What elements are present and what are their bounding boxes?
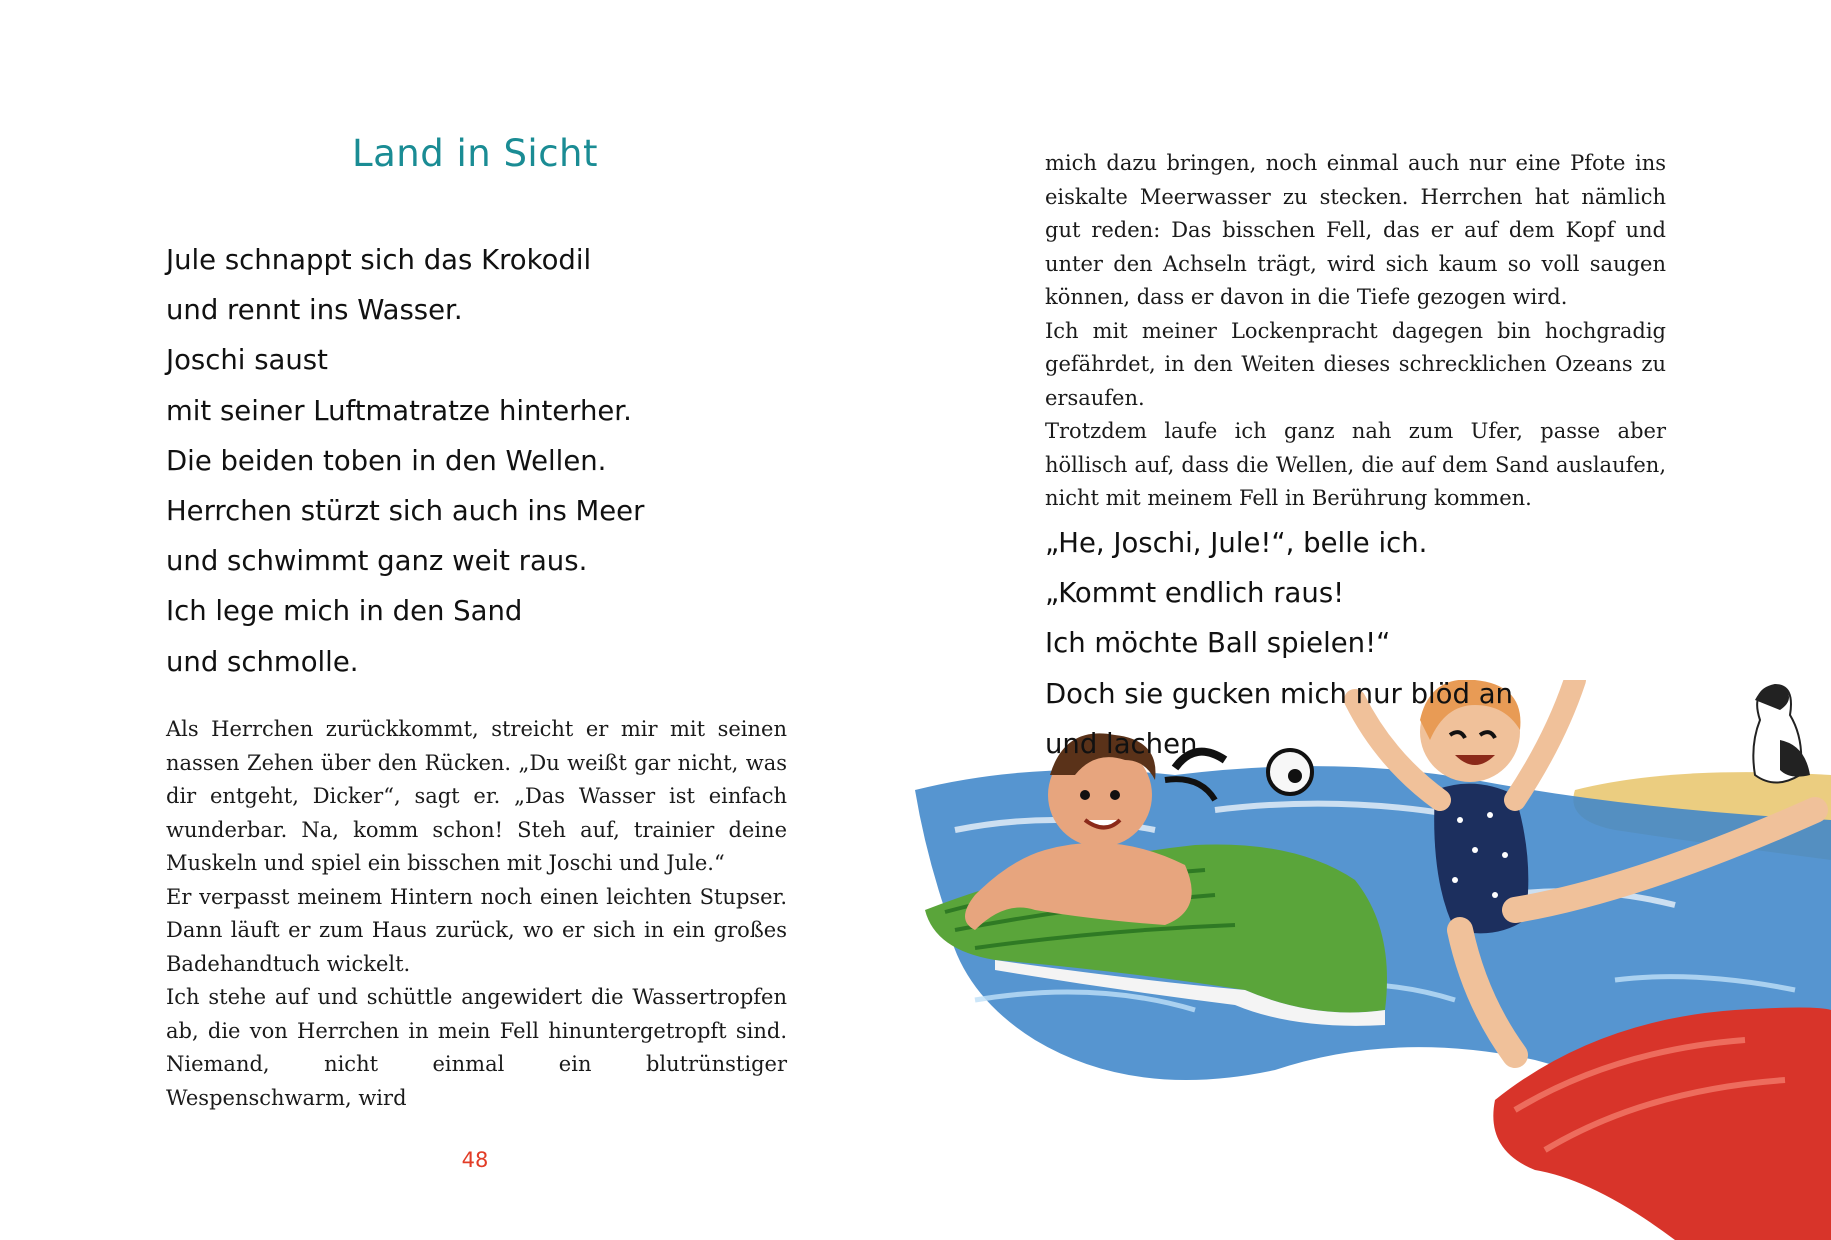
easy-read-line: Doch sie gucken mich nur blöd an (1045, 677, 1513, 710)
prose-paragraph: Ich mit meiner Lockenpracht dagegen bin hochgradig gefährdet, in den Weiten dieses schrecklichen Ozeans zu ersaufen. (1045, 318, 1666, 410)
page-number: 48 (461, 1148, 489, 1172)
prose-paragraph: Ich stehe auf und schüttle angewidert die Wassertropfen ab, die von Herrchen in mein Fell hinuntergetropft sind. Niemand, nicht einmal ein blutrünstiger Wespenschwarm, wird (166, 985, 787, 1110)
prose-text-left (166, 713, 787, 1115)
left-page (0, 0, 915, 1240)
easy-read-line: und schmolle. (166, 645, 359, 678)
easy-read-line: Herrchen stürzt sich auch ins Meer (166, 494, 645, 527)
prose-text-right (1045, 147, 1666, 516)
easy-read-line: und lachen. (1045, 727, 1207, 760)
easy-read-line: Jule schnappt sich das Krokodil (166, 244, 592, 276)
easy-read-line: mit seiner Luftmatratze hinterher. (166, 394, 632, 427)
easy-read-text-left (166, 235, 644, 687)
easy-read-line: und schwimmt ganz weit raus. (166, 545, 588, 578)
dog-on-beach (1753, 685, 1810, 783)
prose-paragraph: mich dazu bringen, noch einmal auch nur eine Pfote ins eiskalte Meerwasser zu stecken. Herrchen hat nämlich gut reden: Das bisschen Fell, das er auf dem Kopf und unter den Achseln trägt, wird sich kaum so voll saugen können, dass er davon in die Tiefe gezogen wird. (1045, 151, 1666, 309)
easy-read-line: und rennt ins Wasser. (166, 294, 463, 327)
right-page (915, 0, 1831, 1240)
prose-paragraph: Als Herrchen zurückkommt, streicht er mir mit seinen nassen Zehen über den Rücken. „Du weißt gar nicht, was dir entgeht, Dicker“, sagt er. „Das Wasser ist einfach wunderbar. Na, komm schon! Steh auf, trainier deine Muskeln und spiel ein bisschen mit Joschi und Jule.“ (166, 717, 787, 875)
chapter-title: Land in Sicht (351, 132, 599, 175)
easy-read-line: Die beiden toben in den Wellen. (166, 444, 607, 477)
easy-read-line: Ich möchte Ball spielen!“ (1045, 627, 1391, 660)
easy-read-text-right (1045, 518, 1513, 769)
easy-read-line: „He, Joschi, Jule!“, belle ich. (1045, 527, 1428, 559)
prose-paragraph: Er verpasst meinem Hintern noch einen leichten Stupser. Dann läuft er zum Haus zurück, wo er sich in ein großes Badehandtuch wickelt. (166, 884, 787, 976)
easy-read-line: Joschi saust (166, 344, 328, 377)
easy-read-line: Ich lege mich in den Sand (166, 595, 523, 628)
easy-read-line: „Kommt endlich raus! (1045, 577, 1345, 610)
prose-paragraph: Trotzdem laufe ich ganz nah zum Ufer, passe aber höllisch auf, dass die Wellen, die auf dem Sand auslaufen, nicht mit meinem Fell in Berührung kommen. (1045, 419, 1666, 510)
